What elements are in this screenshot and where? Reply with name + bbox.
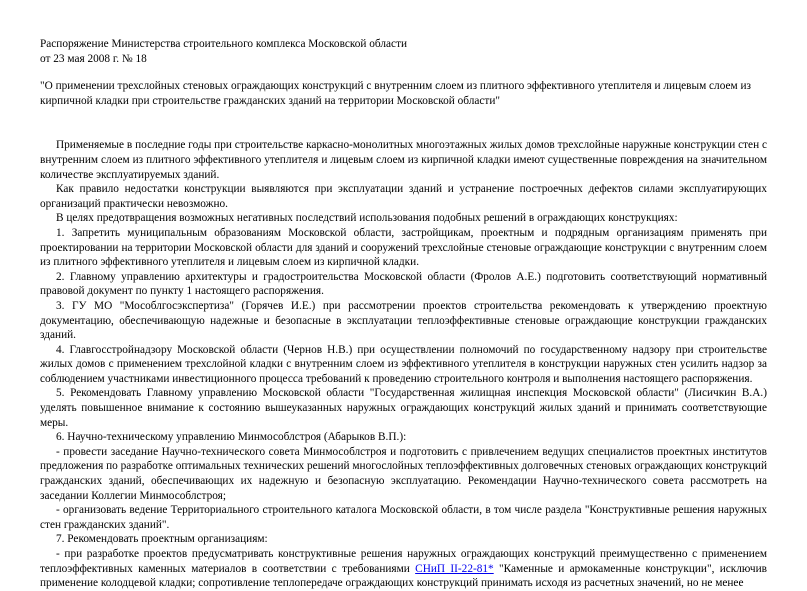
document-body bbox=[40, 138, 767, 590]
paragraph-item-7-a-text-before: - при разработке проектов предусматривать конструктивные решения наружных ограждающих конструкций преимущественно с применением теплоэффективных каменных материалов в соответствии с требованиями bbox=[40, 548, 767, 575]
paragraph-2: Как правило недостатки конструкции выявляются при эксплуатации зданий и устранение построечных дефектов силами эксплуатирующих организаций практически невозможно. bbox=[40, 183, 767, 210]
paragraph-1: Применяемые в последние годы при строительстве каркасно-монолитных многоэтажных жилых домов трехслойные наружные конструкции стен с внутренним слоем из плитного эффективного утеплителя и лицевым слоем из кирпичной кладки имеют существенные повреждения на значительном количестве эксплуатируемых зданий. bbox=[40, 139, 767, 181]
paragraph-item-6-a: - провести заседание Научно-технического совета Минмособлстроя и подготовить с привлечением ведущих специалистов проектных институтов предложения по разработке оптимальных технических решений многослойных теплоэффективных долговечных стеновых ограждающих конструкций гражданских зданий, обеспечивающих их надежную и безопасную эксплуатацию. Рекомендации Научно-технического совета рассмотреть на заседании Коллегии Минмособлстроя; bbox=[40, 445, 767, 502]
paragraph-item-3: 3. ГУ МО "Мособлгосэкспертиза" (Горячев И.Е.) при рассмотрении проектов строительства рекомендовать к утверждению проектную документацию, обеспечивающую надежные и безопасные в эксплуатации теплоэффективные стеновые ограждающие конструкции гражданских зданий. bbox=[40, 299, 767, 342]
paragraph-item-7-a bbox=[40, 547, 767, 591]
document-header bbox=[40, 37, 767, 108]
document-title: "О применении трехслойных стеновых ограждающих конструкций с внутренним слоем из плитного эффективного утеплителя и лицевым слоем из кирпичной кладки при строительстве гражданских зданий на территории Московской области" bbox=[40, 80, 751, 107]
paragraph-item-6: 6. Научно-техническому управлению Минмособлстроя (Абарыков В.П.): bbox=[56, 431, 407, 444]
paragraph-item-2: 2. Главному управлению архитектуры и градостроительства Московской области (Фролов А.Е.) подготовить соответствующий нормативный правовой документ по пункту 1 настоящего распоряжения. bbox=[40, 270, 767, 298]
snip-document-link[interactable]: СНиП II-22-81* bbox=[415, 562, 494, 575]
paragraph-item-7-a-text-after: "Каменные и армокаменные конструкции", исключив применение колодцевой кладки; сопротивление теплопередаче ограждающих конструкций принимать исходя из расчетных значений, но не менее bbox=[40, 562, 767, 590]
paragraph-item-7: 7. Рекомендовать проектным организациям: bbox=[56, 533, 268, 546]
paragraph-item-5: 5. Рекомендовать Главному управлению Московской области "Государственная жилищная инспекция Московской области" (Лисичкин В.А.) уделять повышенное внимание к состоянию вышеуказанных наружных ограждающих конструкций жилых зданий и принимать соответствующие меры. bbox=[40, 387, 767, 429]
paragraph-item-1: 1. Запретить муниципальным образованиям Московской области, застройщикам, проектным и подрядным организациям применять при проектировании на территории Московской области для зданий и сооружений трехслойные стеновые ограждающие конструкции с внутренним слоем из плитного эффективного утеплителя и лицевым слоем из кирпичной кладки. bbox=[40, 226, 767, 269]
date-number-line: от 23 мая 2008 г. № 18 bbox=[40, 52, 147, 65]
issuer-line: Распоряжение Министерства строительного комплекса Московской области bbox=[40, 38, 408, 50]
paragraph-item-6-b: - организовать ведение Территориального строительного каталога Московской области, в том числе раздела "Конструктивные решения наружных стен гражданских зданий". bbox=[40, 504, 767, 531]
paragraph-item-4: 4. Главгосстройнадзору Московской области (Чернов Н.В.) при осуществлении полномочий по государственному надзору при строительстве жилых домов с применением трехслойной кладки с внутренним слоем из эффективного утеплителя в конструкции наружных стен усилить надзор за соблюдением участниками инвестиционного процесса требований к проведению строительного контроля и выполнения настоящего распоряжения. bbox=[40, 343, 767, 385]
paragraph-3: В целях предотвращения возможных негативных последствий использования подобных решений в ограждающих конструкциях: bbox=[56, 212, 678, 225]
document-page bbox=[40, 37, 767, 591]
